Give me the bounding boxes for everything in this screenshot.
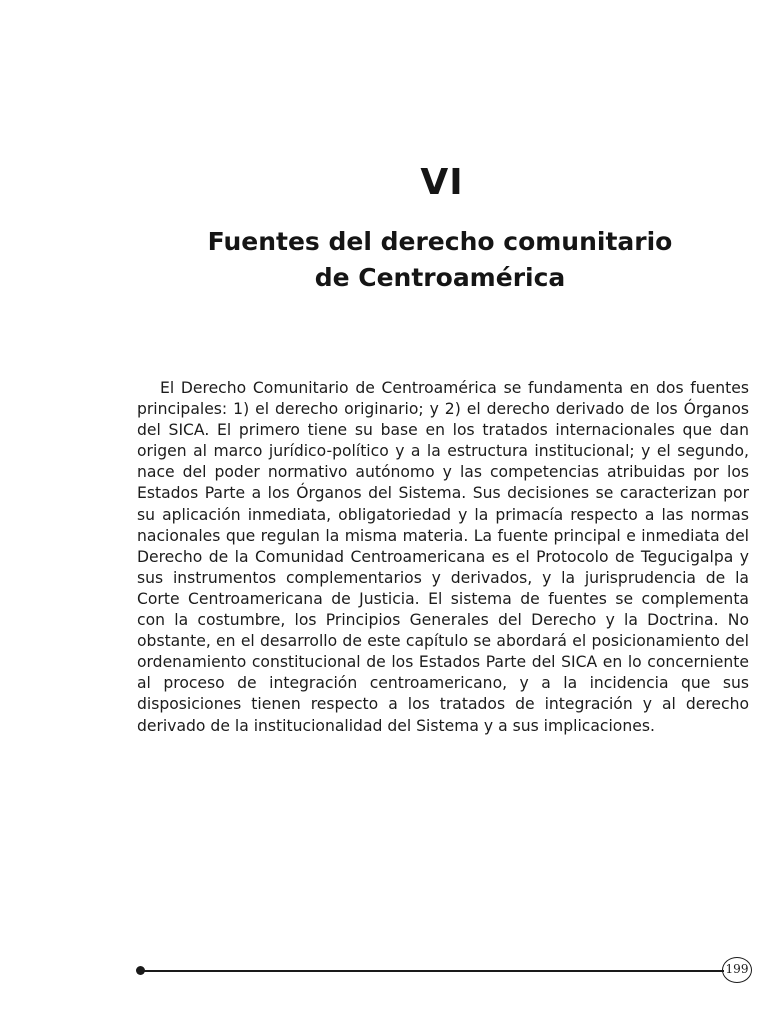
body-paragraph: El Derecho Comunitario de Centroamérica se fundamenta en dos fuentes principales: 1) el derecho originario; y 2) el derecho derivado de los Órganos del SICA. El primero tiene su base en los tratados internacionales que dan origen al marco jurídico-político y a la estructura institucional; y el segundo, nace del poder normativo autónomo y las competencias atribuidas por los Estados Parte a los Órganos del Sistema. Sus decisiones se caracterizan por su aplicación inmediata, obligatoriedad y la primacía respecto a las normas nacionales que regulan la misma materia. La fuente principal e inmediata del Derecho de la Comunidad Centroamericana es el Protocolo de Tegucigalpa y sus instrumentos complementarios y derivados, y la jurisprudencia de la Corte Centroamericana de Justicia. El sistema de fuentes se complementa con la costumbre, los Principios Generales del Derecho y la Doctrina. No obstante, en el desarrollo de este capítulo se abordará el posicionamiento del ordenamiento constitucional de los Estados Parte del SICA en lo concerniente al proceso de integración centroamericano, y a la incidencia que sus disposiciones tienen respecto a los tratados de integración y al derecho derivado de la institucionalidad del Sistema y a sus implicaciones. [137, 379, 749, 735]
page-number: 199 [722, 957, 752, 983]
chapter-title [150, 224, 730, 296]
footer-rule [140, 970, 724, 972]
chapter-title-line-1: Fuentes del derecho comunitario [207, 227, 673, 256]
chapter-number: VI [420, 162, 464, 203]
chapter-title-line-2: de Centroamérica [314, 263, 566, 292]
